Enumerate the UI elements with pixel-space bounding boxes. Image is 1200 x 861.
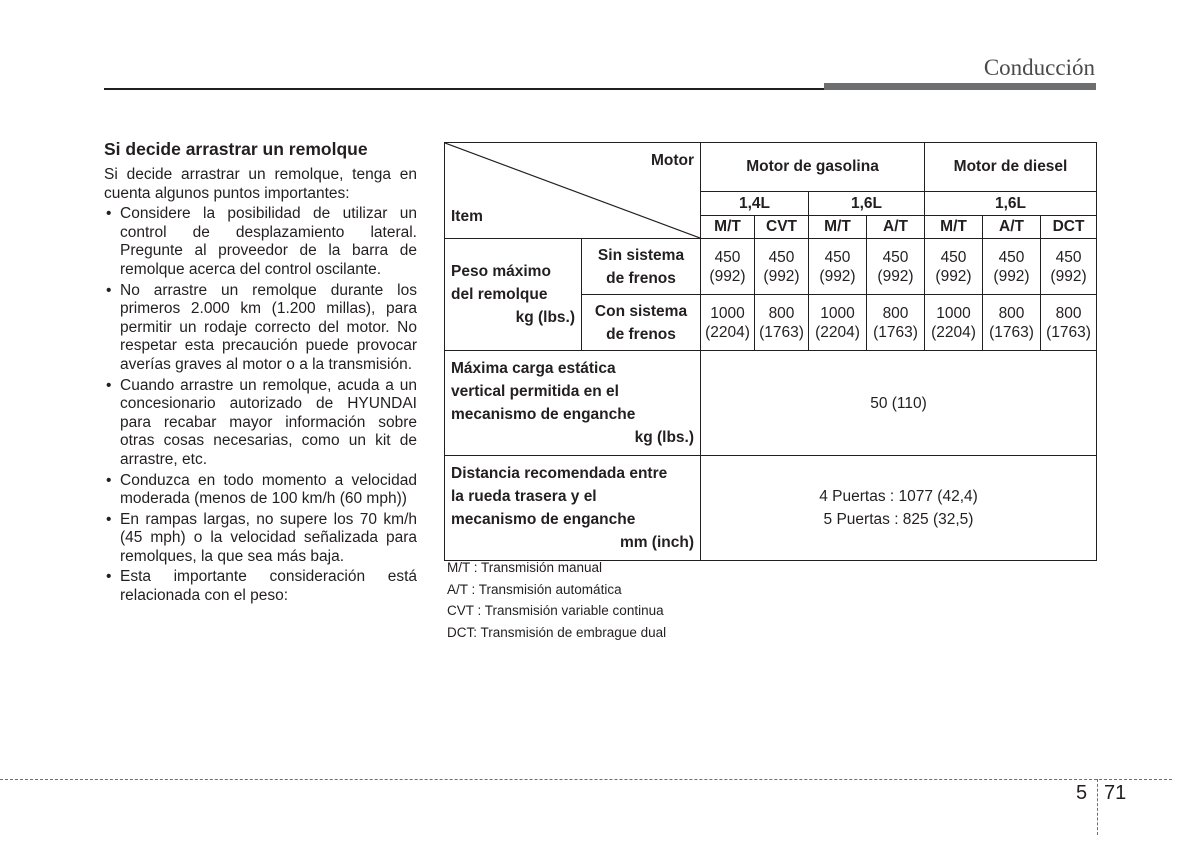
value-lbs: (992): [993, 267, 1030, 285]
note-line: A/T : Transmisión automática: [447, 581, 622, 597]
con-frenos-value: [701, 295, 755, 351]
list-item: • Conduzca en todo momento a velocidad moderada (menos de 100 km/h (60 mph)): [104, 472, 417, 509]
sin-frenos-label: [582, 239, 701, 295]
sin-frenos-value: [701, 239, 755, 295]
value-lbs: (1763): [989, 323, 1034, 341]
dist-value-5-puertas: 5 Puertas : 825 (32,5): [823, 511, 974, 528]
header-diesel: Motor de diesel: [925, 143, 1097, 192]
header-transmission: M/T: [701, 216, 755, 239]
section-title: Si decide arrastrar un remolque: [104, 139, 368, 159]
list-item: • Considere la posibilidad de utilizar un control de desplazamiento lateral. Pregunte al proveedor de la barra de remolque acerca del control oscilante.: [104, 205, 417, 279]
note-line: M/T : Transmisión manual: [447, 560, 603, 575]
header-transmission: CVT: [755, 216, 809, 239]
value-lbs: (992): [819, 267, 856, 285]
header-rule: [104, 88, 824, 90]
con-frenos-value: [809, 295, 867, 351]
sin-frenos-value: [809, 239, 867, 295]
peso-label-line: del remolque: [451, 286, 548, 303]
note-line: CVT : Transmisión variable continua: [447, 603, 664, 619]
carga-label-line: vertical permitida en el: [451, 383, 619, 400]
value-lbs: (2204): [705, 323, 750, 341]
con-frenos-label: [582, 295, 701, 351]
page-number: 71: [1104, 782, 1127, 804]
value-lbs: (992): [1050, 267, 1087, 285]
towing-spec-table: [444, 142, 1097, 561]
header-engine-1-6l-diesel: 1,6L: [925, 192, 1097, 216]
list-item: • En rampas largas, no supere los 70 km/h (45 mph) o la velocidad señalizada para remolques, la que sea más baja.: [104, 511, 417, 567]
list-item: • No arrastre un remolque durante los primeros 2.000 km (1.200 millas), para permitir un rodaje correcto del motor. No respetar esta precaución puede provocar averías graves al motor o a la transmisión.: [104, 282, 417, 375]
value-lbs: (2204): [931, 323, 976, 341]
value-lbs: (992): [763, 267, 800, 285]
sub-label-line: Con sistema: [594, 302, 688, 320]
value-lbs: (1763): [759, 323, 804, 341]
value-kg: 450: [882, 248, 909, 266]
con-frenos-value: [983, 295, 1041, 351]
corner-motor-label: Motor: [650, 152, 694, 169]
peso-unit: kg (lbs.): [515, 309, 575, 326]
con-frenos-value: [925, 295, 983, 351]
value-lbs: (992): [877, 267, 914, 285]
carga-label-line: mecanismo de enganche: [451, 406, 636, 423]
carga-label-line: Máxima carga estática: [451, 360, 616, 377]
value-lbs: (2204): [815, 323, 860, 341]
value-kg: 450: [940, 248, 967, 266]
header-rule-thick: [824, 83, 1096, 90]
corner-item-label: Item: [451, 208, 483, 225]
header-transmission: M/T: [925, 216, 983, 239]
header-transmission: A/T: [867, 216, 925, 239]
value-lbs: (992): [935, 267, 972, 285]
value-kg: 1000: [936, 304, 971, 322]
sub-label-line: de frenos: [606, 269, 676, 287]
carga-unit: kg (lbs.): [634, 429, 694, 446]
con-frenos-value: [755, 295, 809, 351]
con-frenos-value: [1041, 295, 1097, 351]
dist-label-line: Distancia recomendada entre: [451, 465, 668, 482]
distancia-enganche-label: [445, 456, 701, 561]
footer-dashed-rule: [0, 779, 1172, 780]
value-kg: 450: [824, 248, 851, 266]
left-column: [104, 138, 417, 606]
value-kg: 800: [882, 304, 909, 322]
sin-frenos-value: [755, 239, 809, 295]
value-kg: 800: [998, 304, 1025, 322]
value-kg: 450: [714, 248, 741, 266]
value-kg: 450: [768, 248, 795, 266]
dist-label-line: la rueda trasera y el: [451, 488, 597, 505]
carga-estatica-value: 50 (110): [701, 351, 1097, 456]
value-lbs: (1763): [1046, 323, 1091, 341]
dist-unit: mm (inch): [619, 534, 694, 551]
carga-estatica-label: [445, 351, 701, 456]
corner-diagonal-cell: [445, 143, 701, 239]
dist-value-4-puertas: 4 Puertas : 1077 (42,4): [819, 488, 978, 505]
sub-label-line: Sin sistema: [597, 246, 685, 264]
list-item: • Cuando arrastre un remolque, acuda a un concesionario autorizado de HYUNDAI para recabar mayor información sobre otras cosas necesarias, como un kit de arrastre, etc.: [104, 377, 417, 470]
distancia-enganche-value: [701, 456, 1097, 561]
chapter-number: 5: [1076, 782, 1088, 804]
value-kg: 800: [1055, 304, 1082, 322]
note-line: DCT: Transmisión de embrague dual: [447, 625, 667, 641]
header-gasoline: Motor de gasolina: [701, 143, 925, 192]
page-header-title: Conducción: [983, 55, 1095, 80]
intro-paragraph: Si decide arrastrar un remolque, tenga en cuenta algunos puntos importantes:: [104, 166, 417, 202]
abbreviation-notes: [447, 557, 666, 644]
sin-frenos-value: [1041, 239, 1097, 295]
header-transmission: M/T: [809, 216, 867, 239]
value-lbs: (1763): [873, 323, 918, 341]
sin-frenos-value: [983, 239, 1041, 295]
list-item: • Esta importante consideración está relacionada con el peso:: [104, 568, 417, 605]
header-transmission: A/T: [983, 216, 1041, 239]
sin-frenos-value: [867, 239, 925, 295]
peso-maximo-label: [445, 239, 582, 351]
sin-frenos-value: [925, 239, 983, 295]
value-kg: 450: [1055, 248, 1082, 266]
header-engine-1-6l-gas: 1,6L: [809, 192, 925, 216]
header-engine-1-4l: 1,4L: [701, 192, 809, 216]
value-kg: 1000: [820, 304, 855, 322]
dist-label-line: mecanismo de enganche: [451, 511, 636, 528]
footer-dashed-divider: [1097, 779, 1098, 835]
value-kg: 800: [768, 304, 795, 322]
value-kg: 1000: [710, 304, 745, 322]
con-frenos-value: [867, 295, 925, 351]
bullet-list: [104, 205, 417, 605]
peso-label-line: Peso máximo: [451, 263, 551, 280]
value-kg: 450: [998, 248, 1025, 266]
sub-label-line: de frenos: [606, 325, 676, 343]
header-transmission: DCT: [1041, 216, 1097, 239]
value-lbs: (992): [709, 267, 746, 285]
